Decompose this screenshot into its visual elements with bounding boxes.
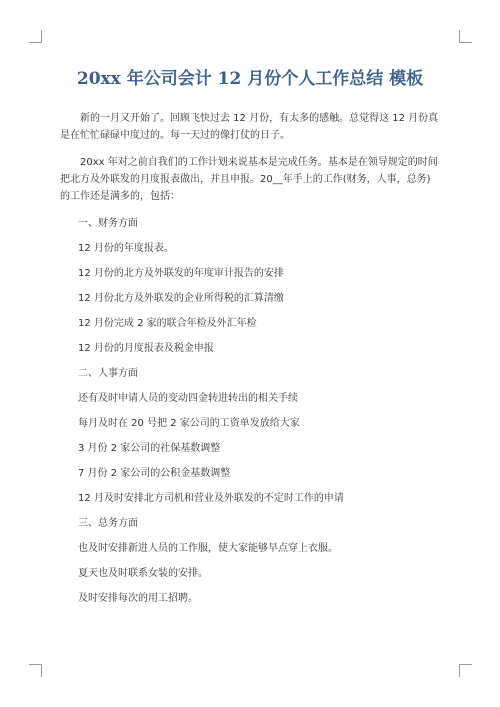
page-corner-bottom-left — [29, 664, 42, 677]
section-heading-personnel: 二、人事方面 — [78, 368, 138, 379]
list-item: 也及时安排新进人员的工作服，使大家能够早点穿上衣服。 — [78, 543, 338, 554]
list-item: 每月及时在 20 号把 2 家公司的工资单发放给大家 — [78, 418, 300, 429]
page-corner-bottom-right — [459, 664, 472, 677]
document-body — [60, 110, 440, 615]
list-item: 12 月份的年度报表。 — [78, 243, 174, 254]
document-title: 20xx 年公司会计 12 月份个人工作总结 模板 — [76, 69, 424, 89]
page-corner-top-left — [29, 30, 42, 43]
list-item: 12 月份的北方及外联发的年度审计报告的安排 — [78, 268, 284, 279]
section-heading-general-affairs: 三、总务方面 — [78, 518, 138, 529]
list-item: 7 月份 2 家公司的公积金基数调整 — [78, 468, 231, 479]
list-item: 夏天也及时联系女装的安排。 — [78, 568, 208, 579]
page-corner-top-right — [459, 30, 472, 43]
list-item: 12 月份完成 2 家的联合年检及外汇年检 — [78, 318, 257, 329]
list-item: 还有及时申请人员的变动四金转进转出的相关手续 — [78, 393, 298, 404]
plan-paragraph: 20xx 年对之前自我们的工作计划来说基本是完成任务。基本是在领导规定的时间把北方及外联发的月度报表做出，并且申报。20__年手上的工作(财务，人事，总务)的工作还是满多的，包括： — [60, 157, 438, 202]
section-heading-finance: 一、财务方面 — [78, 218, 138, 229]
list-item: 3 月份 2 家公司的社保基数调整 — [78, 443, 221, 454]
list-item: 及时安排每次的用工招聘。 — [78, 593, 198, 604]
intro-paragraph: 新的一月又开始了。回顾飞快过去 12 月份，有太多的感触。总觉得这 12 月份真是在忙忙碌碌中度过的。每一天过的像打仗的日子。 — [60, 113, 439, 141]
list-item: 12 月份的月度报表及税金申报 — [78, 343, 214, 354]
list-item: 12 月份北方及外联发的企业所得税的汇算清缴 — [78, 293, 284, 304]
list-item: 12 月及时安排北方司机和营业及外联发的不定时工作的申请 — [78, 493, 344, 504]
